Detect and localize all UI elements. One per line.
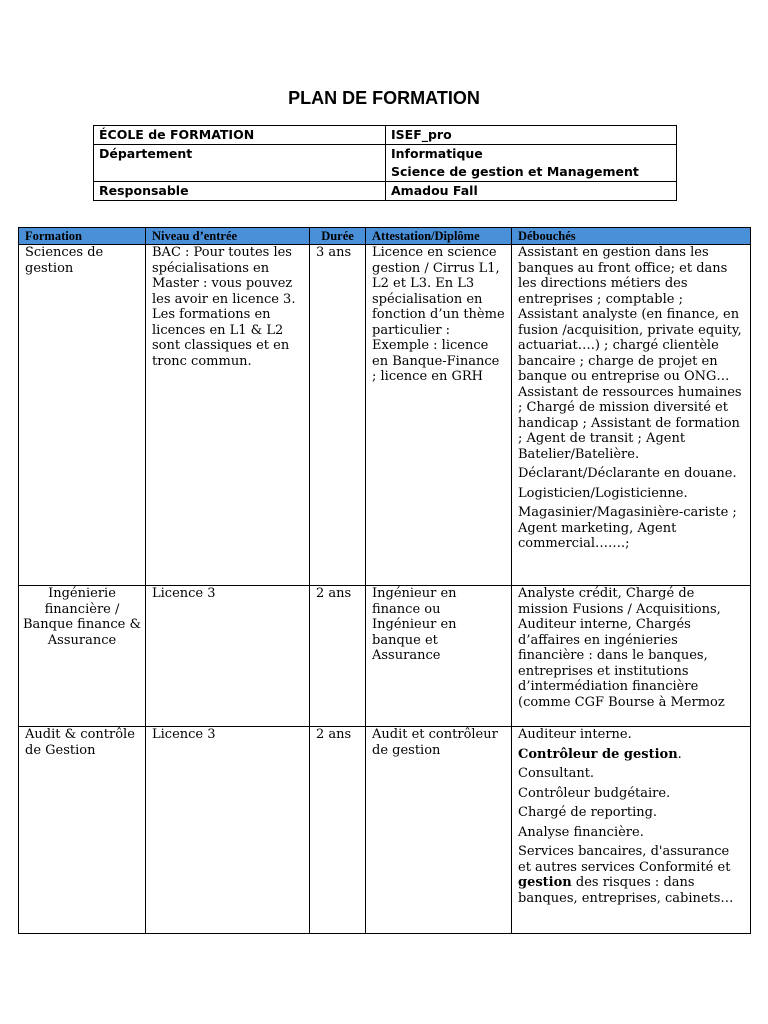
- debouche-tail: .: [677, 746, 682, 762]
- info-row-departement: [94, 145, 677, 182]
- header-formation: Formation: [19, 228, 146, 245]
- debouche-bold: Contrôleur de gestion: [518, 746, 678, 762]
- cell-niveau: Licence 3: [146, 727, 310, 934]
- header-duree: Durée: [310, 228, 366, 245]
- debouche-item: Analyste crédit, Chargé de mission Fusions / Acquisitions, Auditeur interne, Chargés d’affaires en ingénieries financière : dans le banques, entreprises et institutions d’intermédiation financière (comme CGF Bourse à Mermoz: [518, 586, 725, 710]
- header-debouches: Débouchés: [512, 228, 751, 245]
- formation-table: [18, 227, 751, 934]
- debouche-item: Logisticien/Logisticienne.: [518, 485, 688, 501]
- debouche-item: Consultant.: [518, 766, 595, 781]
- departement-value-1: Informatique: [391, 146, 483, 161]
- cell-duree: 3 ans: [310, 245, 366, 586]
- cell-duree: 2 ans: [310, 586, 366, 727]
- page-title: PLAN DE FORMATION: [288, 88, 480, 108]
- table-header-row: [19, 228, 751, 245]
- info-row-responsable: [94, 182, 677, 201]
- debouche-item: Contrôleur budgétaire.: [518, 785, 671, 801]
- departement-value: [386, 145, 677, 182]
- debouche-item: Chargé de reporting.: [518, 805, 658, 820]
- cell-formation: Sciences de gestion: [19, 245, 146, 586]
- cell-diplome: Licence en science gestion / Cirrus L1, L2 et L3. En L3 spécialisation en fonction d’un thème particulier : Exemple : licence en Banque-Finance ; licence en GRH: [366, 245, 512, 586]
- debouche-bold: gestion: [518, 875, 572, 890]
- debouche-text: Services bancaires, d'assurance et autres services Conformité et: [518, 844, 731, 875]
- debouche-item: [518, 844, 746, 906]
- cell-debouches: [512, 727, 751, 934]
- cell-diplome: Ingénieur en finance ou Ingénieur en banque et Assurance: [366, 586, 512, 727]
- header-niveau: Niveau d’entrée: [146, 228, 310, 245]
- debouche-item: Déclarant/Déclarante en douane.: [518, 466, 737, 481]
- responsable-label: Responsable: [94, 182, 386, 201]
- responsable-value: Amadou Fall: [386, 182, 677, 201]
- cell-duree: 2 ans: [310, 727, 366, 934]
- header-diplome: Attestation/Diplôme: [366, 228, 512, 245]
- table-row: [19, 245, 751, 586]
- cell-niveau: Licence 3: [146, 586, 310, 727]
- cell-debouches: [512, 586, 751, 727]
- table-row: [19, 586, 751, 727]
- cell-formation: Ingénierie financière / Banque finance & Assurance: [19, 586, 146, 727]
- ecole-label: ÉCOLE de FORMATION: [94, 126, 386, 145]
- ecole-value: ISEF_pro: [386, 126, 677, 145]
- departement-value-2: Science de gestion et Management: [391, 164, 639, 179]
- debouche-item: Assistant en gestion dans les banques au front office; et dans les directions métiers des entreprises ; comptable ; Assistant analyste (en finance, en fusion /acquisition, private equity, actuariat….) ; chargé clientèle bancaire ; charge de projet en banque ou entreprise ou ONG…Assistant de ressources humaines ; Chargé de mission diversité et handicap ; Assistant de formation ; Agent de transit ; Agent Batelier/Batelière.: [518, 245, 742, 462]
- cell-diplome: Audit et contrôleur de gestion: [366, 727, 512, 934]
- table-row: [19, 727, 751, 934]
- departement-label: Département: [94, 145, 386, 182]
- cell-formation: Audit & contrôle de Gestion: [19, 727, 146, 934]
- debouche-item: Auditeur interne.: [518, 727, 632, 742]
- debouche-item: [518, 747, 746, 763]
- cell-debouches: [512, 245, 751, 586]
- debouche-text: des risques : dans banques, entreprises, cabinets…: [518, 875, 734, 906]
- debouche-item: Magasinier/Magasinière-cariste ; Agent marketing, Agent commercial…….;: [518, 505, 737, 551]
- cell-niveau: BAC : Pour toutes les spécialisations en Master : vous pouvez les avoir en licence 3. Les formations en licences en L1 & L2 sont classiques et en tronc commun.: [146, 245, 310, 586]
- info-row-ecole: [94, 126, 677, 145]
- debouche-item: Analyse financière.: [518, 824, 644, 840]
- info-table: [93, 125, 677, 201]
